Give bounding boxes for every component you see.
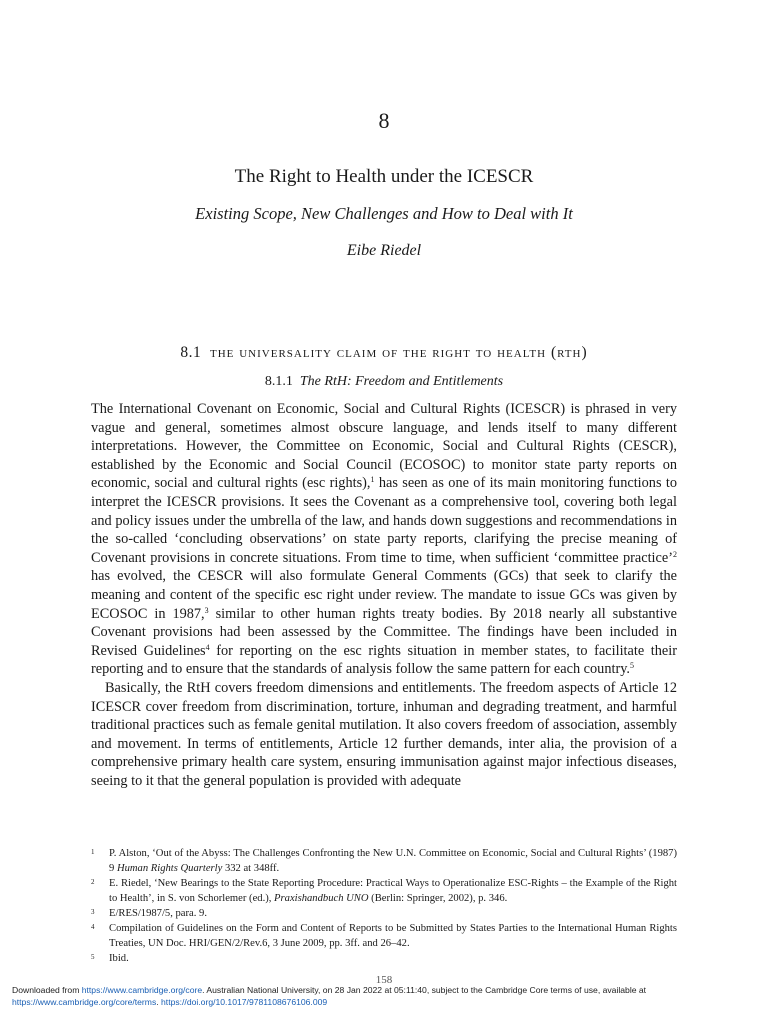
chapter-title: The Right to Health under the ICESCR bbox=[234, 166, 534, 187]
paragraph-2: Basically, the RtH covers freedom dimensions and entitlements. The freedom aspects of Article 12 ICESCR cover freedom from discrimination, torture, inhuman and degrading treatment, and harmful traditional practices such as female genital mutilation. It also covers freedom of association, assembly and movement. In terms of entitlements, Article 12 further demands, inter alia, the provision of a comprehensive primary health care system, ensuring immunisation against major infectious diseases, seeing to it that the general population is provided with adequate bbox=[91, 679, 677, 789]
doi-link[interactable]: https://doi.org/10.1017/9781108676106.009 bbox=[161, 997, 328, 1007]
paragraph-1: The International Covenant on Economic, Social and Cultural Rights (ICESCR) is phrased in very vague and general, sometimes almost obscure language, and lends itself to many different interpretations. However, the Committee on Economic, Social and Cultural Rights (CESCR), established by the Economic and Social Council (ECOSOC) to monitor state party reports on economic, social and cultural rights (esc rights),$^1$ has seen as one of its main monitoring functions to interpret the ICESCR provisions. It sees the Covenant as a comprehensive tool, covering both legal and policy issues under the umbrella of the law, and hands down suggestions and recommendations in the so-called ‘concluding observations’ on state party reports, clarifying the precise meaning of Covenant provisions in concrete situations. From time to time, when sufficient ‘committee practice’$^2$ has evolved, the CESCR will also formulate General Comments (GCs) that seek to clarify the meaning and content of the specific esc right under review. The mandate to issue GCs was given by ECOSOC in 1987,$^3$ similar to other human rights treaty bodies. By 2018 nearly all substantive Covenant provisions had been assessed by the Committee. The findings have been included in Revised Guidelines$^4$ for reporting on the esc rights situation in member states, to facilitate their reporting and to ensure that the standards of analysis follow the same pattern for each country.$^5$ bbox=[91, 401, 678, 678]
footnotes bbox=[91, 846, 677, 966]
footnote-ref-1[interactable]: 1 bbox=[370, 475, 375, 485]
chapter-author: Eibe Riedel bbox=[346, 242, 422, 259]
footnote-1: 1 P. Alston, ‘Out of the Abyss: The Challenges Confronting the New U.N. Committee on Economic, Social and Cultural Rights’ (1987) 9 Human Rights Quarterly 332 at 348ff. bbox=[91, 848, 677, 874]
footnote-ref-5[interactable]: 5 bbox=[630, 661, 635, 671]
footnote-5: 5 Ibid. bbox=[91, 953, 129, 964]
terms-link[interactable]: https://www.cambridge.org/core/terms bbox=[12, 997, 157, 1007]
chapter-subtitle: Existing Scope, New Challenges and How to Deal with It bbox=[195, 204, 573, 223]
footnote-2: 2 E. Riedel, ‘New Bearings to the State Reporting Procedure: Practical Ways to Operationalize ESC-Rights – the Example of the Right to Health’, in S. von Schorlemer (ed.), Praxishandbuch UNO (Berlin: Springer, 2002), p. 346. bbox=[91, 878, 677, 904]
footnote-ref-4[interactable]: 4 bbox=[205, 642, 210, 652]
section-number: 8.1 bbox=[180, 344, 202, 361]
section-heading bbox=[0, 344, 768, 362]
footnote-3: 3 E/RES/1987/5, para. 9. bbox=[91, 908, 207, 919]
body-text bbox=[91, 400, 677, 790]
section-title: the universality claim of the right to health (rth) bbox=[209, 344, 588, 361]
subsection-title: The RtH: Freedom and Entitlements bbox=[299, 374, 504, 389]
page-number: 158 bbox=[375, 974, 393, 986]
cambridge-core-link[interactable]: https://www.cambridge.org/core bbox=[81, 985, 203, 995]
subsection-number: 8.1.1 bbox=[264, 374, 293, 389]
subsection-heading bbox=[0, 374, 768, 390]
footnote-4: 4 Compilation of Guidelines on the Form and Content of Reports to be Submitted by States Parties to the International Human Rights Treaties, UN Doc. HRI/GEN/2/Rev.6, 3 June 2009, pp. 3ff. and 26–42. bbox=[91, 923, 677, 949]
footnote-ref-3[interactable]: 3 bbox=[204, 605, 209, 615]
footnote-ref-2[interactable]: 2 bbox=[673, 549, 677, 559]
chapter-number: 8 bbox=[378, 108, 390, 133]
download-notice: Downloaded from https://www.cambridge.org/core. Australian National University, on 28 Jan 2022 at 05:11:40, subject to the Cambridge Core terms of use, available at https://www.cambridge.org/core/terms. https://doi.org/10.1017/9781108676106.009 bbox=[12, 985, 647, 1007]
